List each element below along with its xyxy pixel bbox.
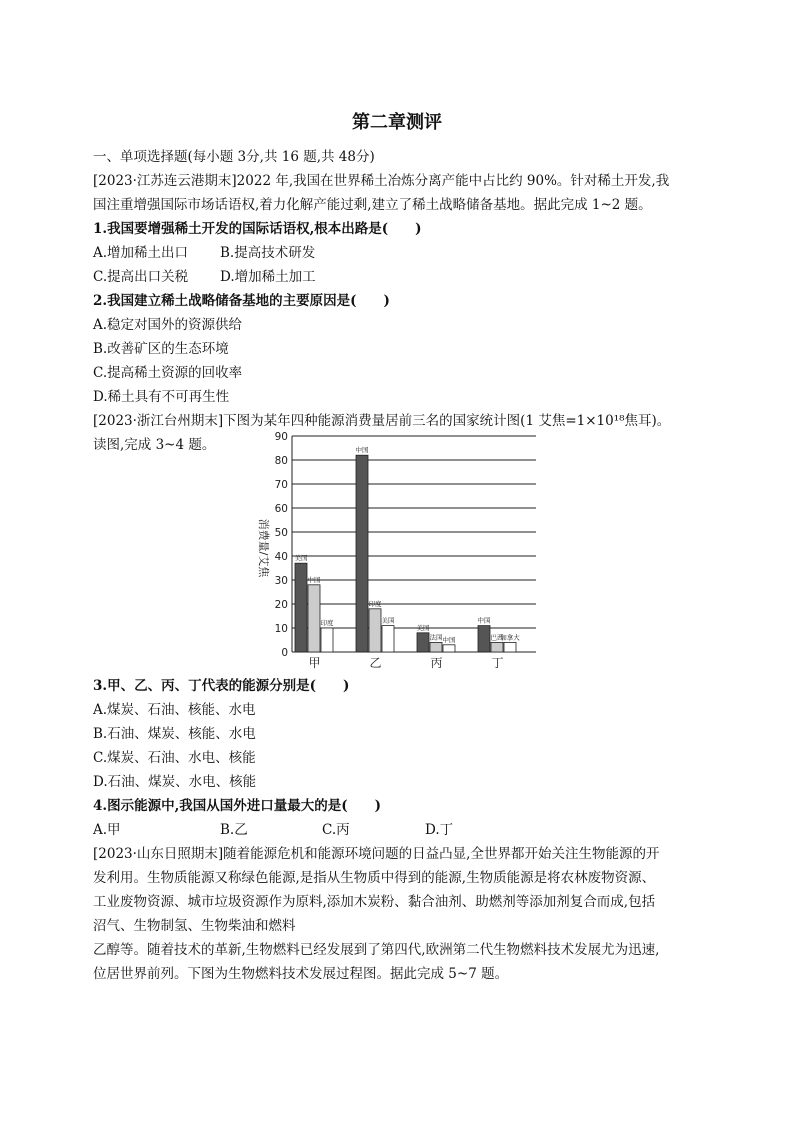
- passage-3-line-4: 沼气、生物制氢、生物柴油和燃料: [93, 918, 296, 934]
- y-tick-label: 10: [274, 623, 288, 635]
- q4-option-b: B.乙: [220, 822, 248, 838]
- bar-丁-巴西: [491, 642, 503, 652]
- y-tick-label: 0: [281, 647, 288, 659]
- q1-option-a: A.增加稀土出口: [93, 245, 189, 261]
- x-category-label: 乙: [369, 656, 382, 670]
- passage-1-line-2: 国注重增强国际市场话语权,着力化解产能过剩,建立了稀土战略储备基地。据此完成 1~2 题。: [93, 197, 652, 213]
- page-title: 第二章测评: [352, 112, 442, 133]
- passage-3-line-5: 乙醇等。随着技术的革新,生物燃料已经发展到了第四代,欧洲第二代生物燃料技术发展尤为迅速,: [93, 942, 660, 958]
- x-category-label: 甲: [308, 656, 321, 670]
- passage-2-line-1: [2023·浙江台州期末]下图为某年四种能源消费量居前三名的国家统计图(1 艾焦=1×10¹⁸焦耳)。: [93, 413, 671, 429]
- q1-option-c: C.提高出口关税: [93, 269, 189, 285]
- question-1-stem: 1.我国要增强稀土开发的国际话语权,根本出路是( ): [93, 221, 422, 237]
- bar-label: 中国: [307, 575, 321, 584]
- y-tick-label: 90: [274, 431, 288, 443]
- q2-option-c: C.提高稀土资源的回收率: [93, 365, 243, 381]
- bar-乙-中国: [356, 455, 368, 652]
- bar-丙-法国: [430, 642, 442, 652]
- q4-option-c: C.丙: [322, 822, 350, 838]
- question-2-stem: 2.我国建立稀土战略储备基地的主要原因是( ): [93, 293, 390, 309]
- x-category-label: 丙: [430, 656, 443, 670]
- q3-option-d: D.石油、煤炭、水电、核能: [93, 774, 257, 790]
- passage-3-line-6: 位居世界前列。下图为生物燃料技术发展过程图。据此完成 5~7 题。: [93, 966, 509, 982]
- x-category-label: 丁: [491, 656, 504, 670]
- bar-乙-印度: [369, 609, 381, 652]
- bar-甲-美国: [295, 563, 307, 652]
- y-tick-label: 40: [274, 551, 288, 563]
- q2-option-d: D.稀土具有不可再生性: [93, 389, 230, 405]
- section-heading: 一、单项选择题(每小题 3分,共 16 题,共 48分): [93, 149, 375, 165]
- q1-option-d: D.增加稀土加工: [220, 269, 316, 285]
- bar-label: 法国: [429, 633, 443, 642]
- bar-丁-中国: [478, 626, 490, 652]
- bar-丙-中国: [443, 645, 455, 652]
- bar-label: 美国: [294, 554, 308, 563]
- y-tick-label: 20: [274, 599, 288, 611]
- y-tick-label: 30: [274, 575, 288, 587]
- bar-label: 美国: [381, 616, 395, 625]
- bar-乙-美国: [382, 626, 394, 652]
- q2-option-b: B.改善矿区的生态环境: [93, 341, 229, 357]
- question-4-stem: 4.图示能源中,我国从国外进口量最大的是( ): [93, 798, 382, 814]
- question-3-stem: 3.甲、乙、丙、丁代表的能源分别是( ): [93, 678, 350, 694]
- q4-option-d: D.丁: [425, 822, 454, 838]
- y-tick-label: 70: [274, 479, 288, 491]
- passage-2-line-2: 读图,完成 3~4 题。: [93, 437, 216, 453]
- bar-label: 加拿大: [500, 633, 520, 642]
- q1-option-b: B.提高技术研发: [220, 245, 316, 261]
- passage-3-line-2: 发利用。生物质能源又称绿色能源,是指从生物质中得到的能源,生物质能源是将农林废物资源、: [93, 870, 656, 886]
- y-tick-label: 60: [274, 503, 288, 515]
- bar-label: 中国: [442, 635, 456, 644]
- bar-甲-印度: [321, 628, 333, 652]
- y-tick-label: 50: [274, 527, 288, 539]
- bar-label: 巴西: [490, 633, 504, 642]
- q3-option-c: C.煤炭、石油、水电、核能: [93, 750, 256, 766]
- bar-label: 印度: [320, 619, 334, 627]
- q2-option-a: A.稳定对国外的资源供给: [93, 317, 243, 333]
- bar-label: 印度: [368, 599, 382, 608]
- q3-option-a: A.煤炭、石油、核能、水电: [93, 702, 256, 718]
- chart-y-axis-label: 消费量/艾焦: [257, 518, 270, 578]
- energy-consumption-bar-chart: [250, 428, 550, 672]
- bar-丙-美国: [417, 633, 429, 652]
- q4-option-a: A.甲: [93, 822, 121, 838]
- bar-label: 美国: [416, 623, 430, 632]
- bar-甲-中国: [308, 585, 320, 652]
- passage-3-line-3: 工业废物资源、城市垃圾资源作为原料,添加木炭粉、黏合油剂、助燃剂等添加剂复合而成,包括: [93, 894, 656, 910]
- bar-丁-加拿大: [504, 642, 516, 652]
- y-tick-label: 80: [274, 455, 288, 467]
- passage-1-line-1: [2023·江苏连云港期末]2022 年,我国在世界稀土冶炼分离产能中占比约 90%。针对稀土开发,我: [93, 173, 670, 189]
- bar-label: 中国: [477, 616, 491, 625]
- bar-label: 中国: [355, 446, 369, 455]
- q3-option-b: B.石油、煤炭、核能、水电: [93, 726, 256, 742]
- passage-3-line-1: [2023·山东日照期末]随着能源危机和能源环境问题的日益凸显,全世界都开始关注生物能源的开: [93, 846, 660, 862]
